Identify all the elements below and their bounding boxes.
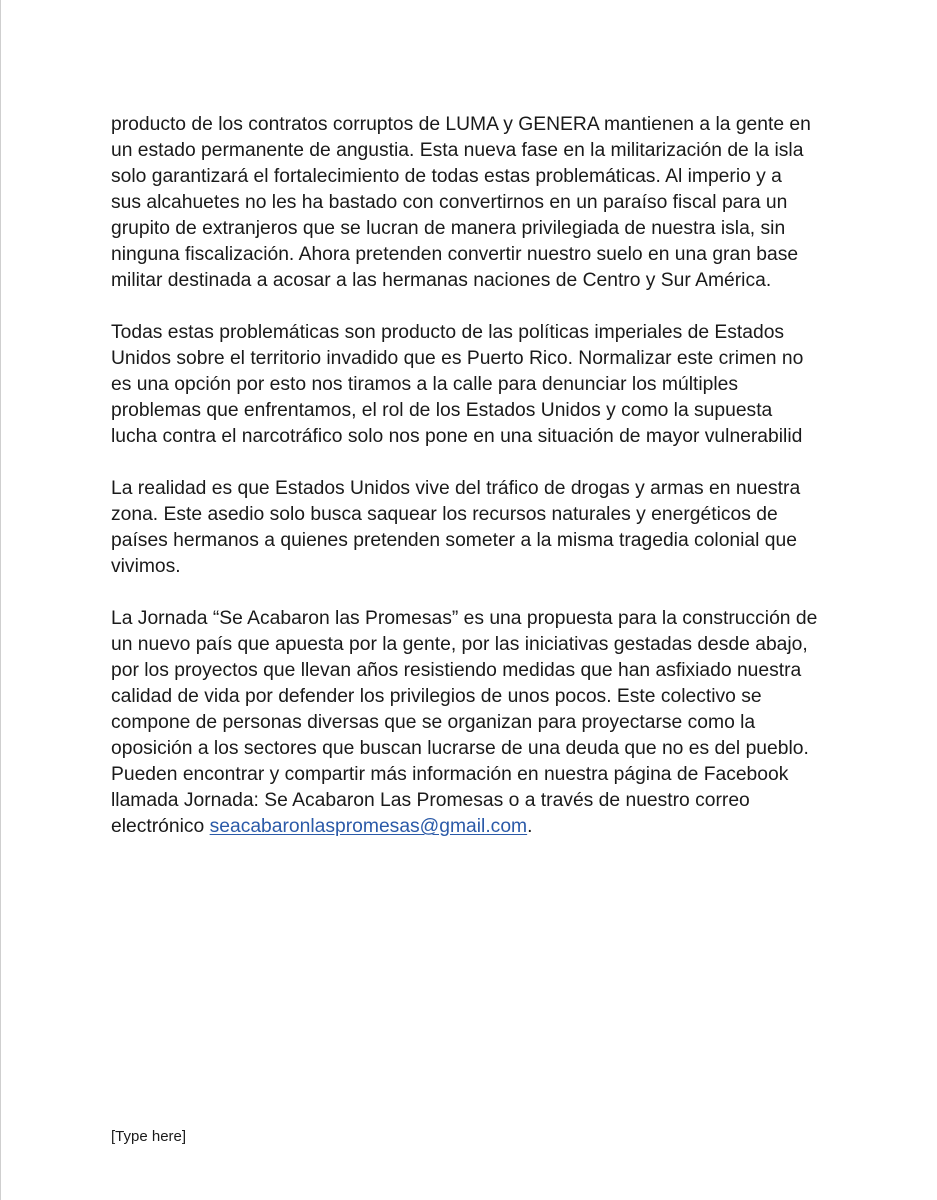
footer-placeholder[interactable]: [Type here] bbox=[111, 1128, 187, 1145]
text-line: lucha contra el narcotráfico solo nos pone en una situación de mayor vulnerabilid bbox=[111, 426, 803, 447]
text-line: llamada Jornada: Se Acabaron Las Promesas o a través de nuestro correo bbox=[111, 790, 750, 811]
text-line: sus alcahuetes no les ha bastado con convertirnos en un paraíso fiscal para un bbox=[111, 192, 788, 213]
text-line: un nuevo país que apuesta por la gente, por las iniciativas gestadas desde abajo, bbox=[111, 634, 808, 655]
email-suffix: . bbox=[527, 816, 533, 837]
paragraph-spacer bbox=[111, 294, 831, 320]
text-line: Pueden encontrar y compartir más información en nuestra página de Facebook bbox=[111, 764, 789, 785]
text-line-email bbox=[111, 814, 831, 840]
paragraph-4 bbox=[111, 606, 831, 840]
page-left-edge bbox=[0, 0, 1, 1200]
text-line: calidad de vida por defender los privilegios de unos pocos. Este colectivo se bbox=[111, 686, 762, 707]
paragraph-2 bbox=[111, 320, 831, 450]
paragraph-3 bbox=[111, 476, 831, 580]
text-line: producto de los contratos corruptos de LUMA y GENERA mantienen a la gente en bbox=[111, 114, 811, 135]
text-line: grupito de extranjeros que se lucran de manera privilegiada de nuestra isla, sin bbox=[111, 218, 786, 239]
paragraph-spacer bbox=[111, 450, 831, 476]
text-line: vivimos. bbox=[111, 556, 181, 577]
document-body bbox=[111, 112, 831, 840]
text-line: La realidad es que Estados Unidos vive del tráfico de drogas y armas en nuestra bbox=[111, 478, 801, 499]
text-line: solo garantizará el fortalecimiento de todas estas problemáticas. Al imperio y a bbox=[111, 166, 782, 187]
text-line: compone de personas diversas que se organizan para proyectarse como la bbox=[111, 712, 756, 733]
text-line: oposición a los sectores que buscan lucrarse de una deuda que no es del pueblo. bbox=[111, 738, 809, 759]
text-line: problemas que enfrentamos, el rol de los Estados Unidos y como la supuesta bbox=[111, 400, 773, 421]
email-prefix: electrónico bbox=[111, 816, 210, 837]
text-line: Unidos sobre el territorio invadido que es Puerto Rico. Normalizar este crimen no bbox=[111, 348, 804, 369]
text-line: países hermanos a quienes pretenden someter a la misma tragedia colonial que bbox=[111, 530, 797, 551]
text-line: militar destinada a acosar a las hermanas naciones de Centro y Sur América. bbox=[111, 270, 772, 291]
text-line: es una opción por esto nos tiramos a la calle para denunciar los múltiples bbox=[111, 374, 738, 395]
text-line: zona. Este asedio solo busca saquear los recursos naturales y energéticos de bbox=[111, 504, 778, 525]
text-line: Todas estas problemáticas son producto de las políticas imperiales de Estados bbox=[111, 322, 785, 343]
text-line: un estado permanente de angustia. Esta nueva fase en la militarización de la isla bbox=[111, 140, 804, 161]
email-link[interactable]: seacabaronlaspromesas@gmail.com bbox=[209, 816, 528, 837]
paragraph-1 bbox=[111, 112, 831, 294]
paragraph-spacer bbox=[111, 580, 831, 606]
text-line: La Jornada “Se Acabaron las Promesas” es una propuesta para la construcción de bbox=[111, 608, 818, 629]
text-line: ninguna fiscalización. Ahora pretenden convertir nuestro suelo en una gran base bbox=[111, 244, 799, 265]
text-line: por los proyectos que llevan años resistiendo medidas que han asfixiado nuestra bbox=[111, 660, 802, 681]
